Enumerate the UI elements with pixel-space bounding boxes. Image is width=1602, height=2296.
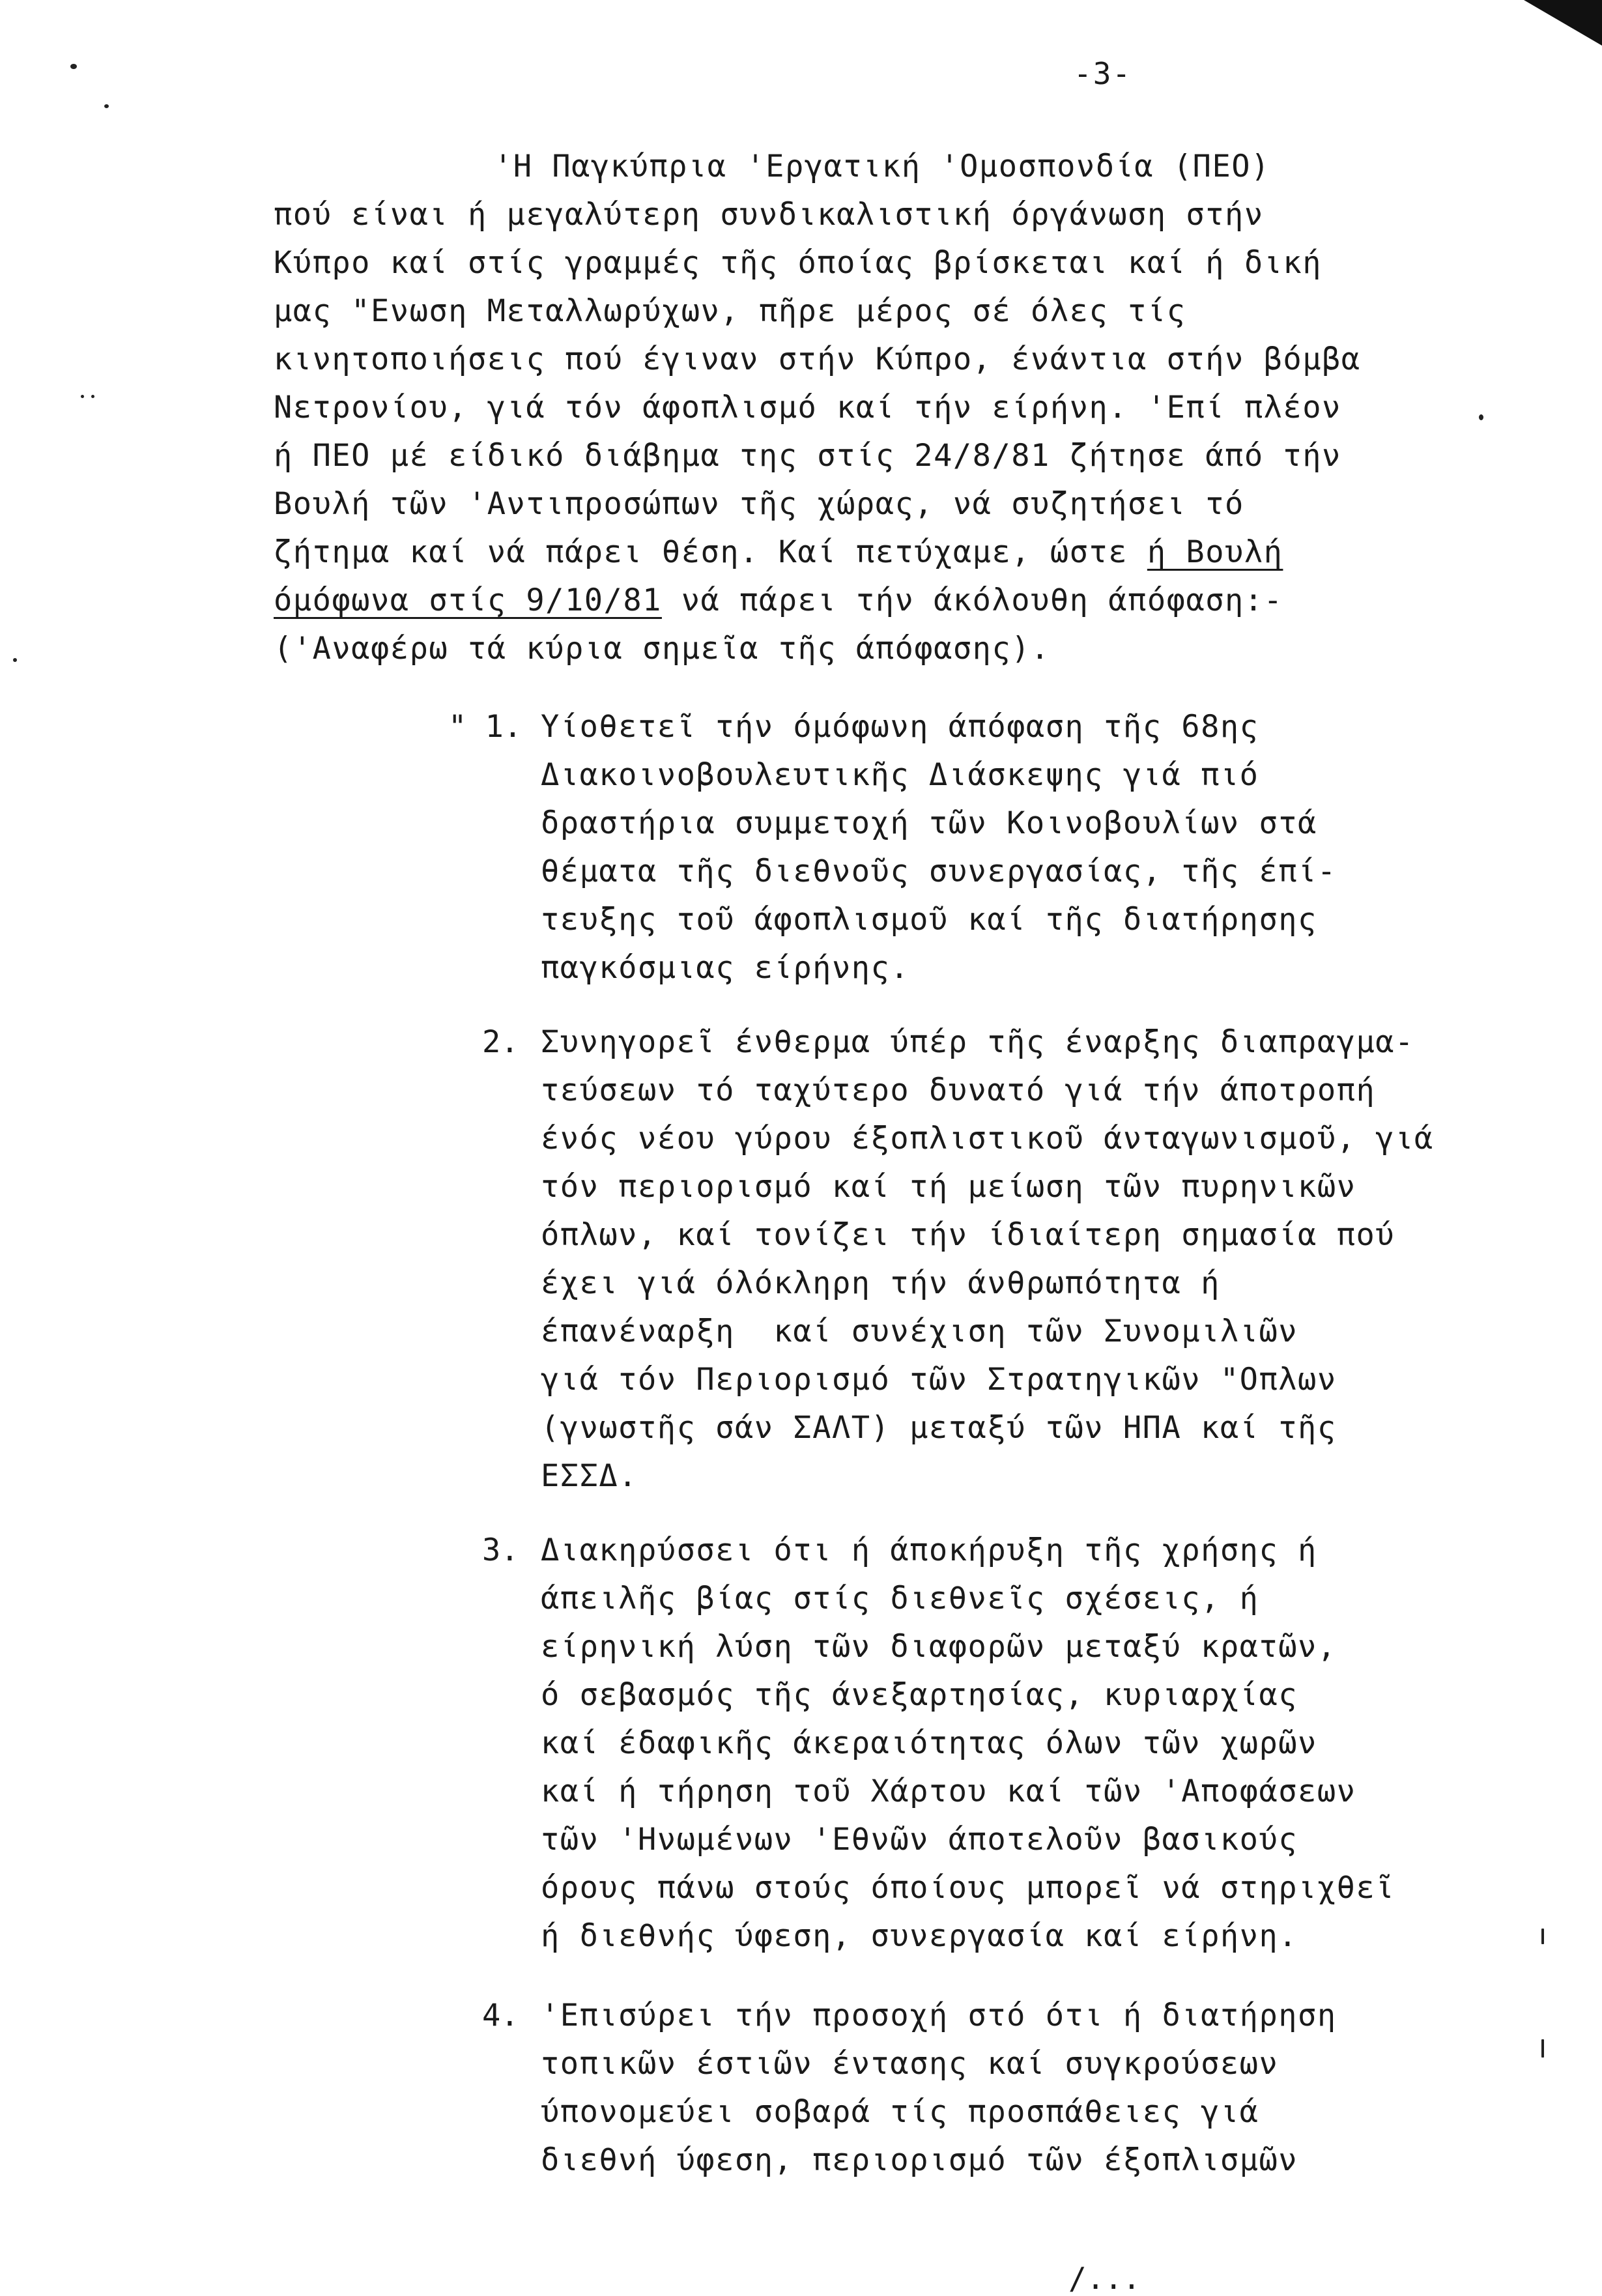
scan-speck	[1541, 2039, 1544, 2058]
item-line: όπλων, καί τονίζει τήν ίδιαίτερη σημασία πού	[541, 1217, 1395, 1253]
item-line: έχει γιά όλόκληρη τήν άνθρωπότητα ή	[541, 1265, 1220, 1301]
item-line: όρους πάνω στούς όποίους μπορεῖ νά στηριχθεῖ	[541, 1870, 1395, 1906]
item-line: τευξης τοῦ άφοπλισμοῦ καί τῆς διατήρησης	[541, 902, 1317, 938]
item-line: ένός νέου γύρου έξοπλιστικοῦ άνταγωνισμοῦ, γιά	[541, 1121, 1434, 1156]
item-line: 'Επισύρει τήν προσοχή στό ότι ή διατήρηση	[541, 1998, 1337, 2033]
item-line: τόν περιορισμό καί τή μείωση τῶν πυρηνικῶν	[541, 1169, 1356, 1205]
item-line: παγκόσμιας είρήνης.	[541, 950, 910, 986]
intro-line: Βουλή τῶν 'Αντιπροσώπων τῆς χώρας, νά συζητήσει τό	[274, 486, 1244, 522]
intro-line	[274, 582, 1283, 618]
item-line: ό σεβασμός τῆς άνεξαρτησίας, κυριαρχίας	[541, 1677, 1298, 1713]
intro-line: Κύπρο καί στίς γραμμές τῆς όποίας βρίσκεται καί ή δική	[274, 245, 1323, 281]
item-line: Διακηρύσσει ότι ή άποκήρυξη τῆς χρήσης ή	[541, 1532, 1317, 1568]
item-line: δραστήρια συμμετοχή τῶν Κοινοβουλίων στά	[541, 805, 1317, 841]
scan-corner-mark	[1524, 0, 1602, 46]
intro-line: 'Η Παγκύπρια 'Εργατική 'Ομοσπονδία (ΠΕΟ)	[494, 149, 1270, 184]
item-line: ΕΣΣΔ.	[541, 1458, 638, 1494]
item-line: ή διεθνής ύφεση, συνεργασία καί είρήνη.	[541, 1918, 1298, 1954]
item-line: τοπικῶν έστιῶν έντασης καί συγκρούσεων	[541, 2046, 1279, 2082]
item-line: ύπονομεύει σοβαρά τίς προσπάθειες γιά	[541, 2094, 1259, 2130]
item-line: άπειλῆς βίας στίς διεθνεῖς σχέσεις, ή	[541, 1581, 1259, 1616]
item-line: γιά τόν Περιορισμό τῶν Στρατηγικῶν "Οπλων	[541, 1362, 1337, 1398]
scan-speck	[1541, 1929, 1544, 1944]
item-line: Συνηγορεῖ ένθερμα ύπέρ τῆς έναρξης διαπραγμα-	[541, 1024, 1414, 1060]
item-line: Υίοθετεῖ τήν όμόφωνη άπόφαση τῆς 68ης	[541, 709, 1259, 745]
underlined-text: όμόφωνα στίς 9/10/81	[274, 582, 662, 618]
item-line: διεθνή ύφεση, περιορισμό τῶν έξοπλισμῶν	[541, 2142, 1298, 2178]
item-line: (γνωστῆς σάν ΣΑΛΤ) μεταξύ τῶν ΗΠΑ καί τῆς	[541, 1410, 1337, 1446]
item-number: " 1.	[448, 709, 522, 745]
intro-line: πού είναι ή μεγαλύτερη συνδικαλιστική όργάνωση στήν	[274, 197, 1264, 233]
scan-speck	[1479, 414, 1483, 420]
page-number: -3-	[1074, 56, 1132, 91]
continuation-mark: /...	[1068, 2261, 1141, 2296]
intro-line	[274, 534, 1283, 570]
scan-speck	[104, 104, 109, 108]
intro-text: νά πάρει τήν άκόλουθη άπόφαση:-	[661, 582, 1283, 618]
item-line: καί έδαφικῆς άκεραιότητας όλων τῶν χωρῶν	[541, 1725, 1317, 1761]
scan-speck	[81, 395, 84, 398]
item-number: 4.	[482, 1998, 519, 2033]
item-line: τῶν 'Ηνωμένων 'Εθνῶν άποτελοῦν βασικούς	[541, 1822, 1298, 1858]
intro-line: Νετρονίου, γιά τόν άφοπλισμό καί τήν είρήνη. 'Επί πλέον	[274, 390, 1341, 425]
item-number: 3.	[482, 1532, 519, 1568]
intro-line: ('Αναφέρω τά κύρια σημεῖα τῆς άπόφασης).	[274, 631, 1050, 667]
scan-speck	[13, 658, 17, 662]
intro-text: ζήτημα καί νά πάρει θέση. Καί πετύχαμε, ώστε	[274, 534, 1147, 570]
item-line: είρηνική λύση τῶν διαφορῶν μεταξύ κρατῶν,	[541, 1629, 1337, 1665]
item-line: έπανέναρξη καί συνέχιση τῶν Συνομιλιῶν	[541, 1313, 1298, 1349]
scan-speck	[91, 395, 94, 398]
scan-speck	[70, 64, 77, 69]
intro-line: μας "Ενωση Μεταλλωρύχων, πῆρε μέρος σέ όλες τίς	[274, 293, 1186, 329]
intro-line: κινητοποιήσεις πού έγιναν στήν Κύπρο, ένάντια στήν βόμβα	[274, 341, 1361, 377]
intro-line: ή ΠΕΟ μέ είδικό διάβημα της στίς 24/8/81 ζήτησε άπό τήν	[274, 438, 1341, 474]
item-line: Διακοινοβουλευτικῆς Διάσκεψης γιά πιό	[541, 757, 1259, 793]
item-line: τεύσεων τό ταχύτερο δυνατό γιά τήν άποτροπή	[541, 1072, 1376, 1108]
underlined-text: ή Βουλή	[1147, 534, 1283, 570]
item-line: θέματα τῆς διεθνοῦς συνεργασίας, τῆς έπί-	[541, 854, 1337, 889]
item-number: 2.	[482, 1024, 519, 1060]
item-line: καί ή τήρηση τοῦ Χάρτου καί τῶν 'Αποφάσεων	[541, 1773, 1356, 1809]
